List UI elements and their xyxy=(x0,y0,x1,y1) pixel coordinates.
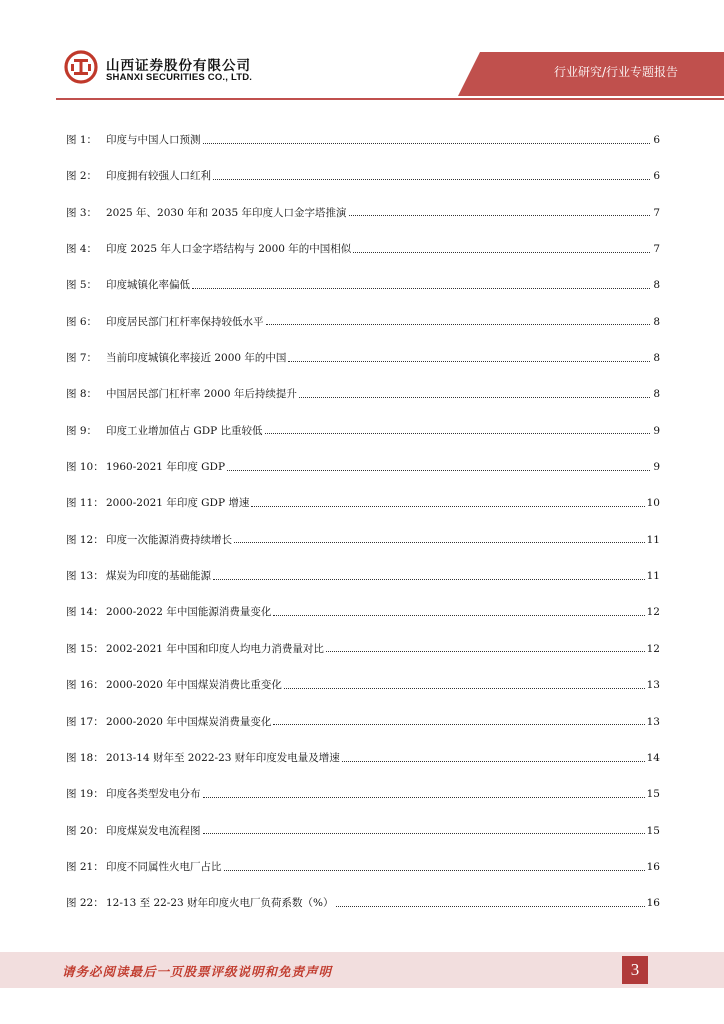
company-name-chinese: 山西证券股份有限公司 xyxy=(106,58,251,74)
toc-figure-label: 图 20： xyxy=(66,824,104,837)
toc-page-number: 8 xyxy=(653,279,660,292)
toc-page-number: 10 xyxy=(646,497,660,510)
toc-figure-title: 2002-2021 年中国和印度人均电力消费量对比 xyxy=(106,642,324,655)
toc-entry[interactable] xyxy=(66,776,660,812)
toc-dot-leader xyxy=(203,832,645,834)
toc-page-number: 8 xyxy=(653,315,660,328)
toc-page-number: 15 xyxy=(646,788,660,801)
toc-figure-title: 印度居民部门杠杆率保持较低水平 xyxy=(106,315,264,328)
page-header xyxy=(0,0,724,100)
toc-page-number: 14 xyxy=(646,751,660,764)
toc-entry[interactable] xyxy=(66,849,660,885)
toc-entry[interactable] xyxy=(66,522,660,558)
toc-dot-leader xyxy=(342,760,645,762)
toc-page-number: 8 xyxy=(653,352,660,365)
toc-figure-label: 图 9： xyxy=(66,424,98,437)
disclaimer-text: 请务必阅读最后一页股票评级说明和免责声明 xyxy=(62,964,333,979)
toc-dot-leader xyxy=(192,287,650,289)
toc-figure-label: 图 21： xyxy=(66,860,104,873)
toc-entry[interactable] xyxy=(66,813,660,849)
toc-figure-label: 图 11： xyxy=(66,497,104,510)
toc-figure-label: 图 6： xyxy=(66,315,98,328)
toc-figure-label: 图 16： xyxy=(66,679,104,692)
toc-entry[interactable] xyxy=(66,885,660,921)
toc-figure-label: 图 13： xyxy=(66,570,104,583)
toc-dot-leader xyxy=(336,905,645,907)
toc-dot-leader xyxy=(273,723,644,725)
toc-figure-title: 印度与中国人口预测 xyxy=(106,134,201,146)
toc-entry[interactable] xyxy=(66,304,660,340)
toc-figure-title: 印度城镇化率偏低 xyxy=(106,279,190,292)
toc-dot-leader xyxy=(288,360,650,362)
header-banner xyxy=(0,0,724,100)
company-logo-icon xyxy=(64,50,98,84)
toc-page-number: 16 xyxy=(646,897,660,910)
toc-figure-title: 2000-2022 年中国能源消费量变化 xyxy=(106,606,272,619)
toc-figure-title: 印度 2025 年人口金字塔结构与 2000 年的中国相似 xyxy=(106,243,352,256)
toc-figure-label: 图 19： xyxy=(66,788,104,801)
report-type-label: 行业研究/行业专题报告 xyxy=(553,65,678,79)
toc-entry[interactable] xyxy=(66,631,660,667)
toc-page-number: 8 xyxy=(653,388,660,401)
toc-page-number: 6 xyxy=(653,170,660,183)
toc-figure-label: 图 22： xyxy=(66,897,104,910)
toc-page-number: 16 xyxy=(646,860,660,873)
toc-dot-leader xyxy=(349,214,650,216)
toc-dot-leader xyxy=(284,687,645,689)
toc-dot-leader xyxy=(234,541,645,543)
toc-figure-title: 1960-2021 年印度 GDP xyxy=(106,461,226,474)
toc-dot-leader xyxy=(203,142,651,144)
toc-figure-label: 图 15： xyxy=(66,642,104,655)
toc-entry[interactable] xyxy=(66,267,660,303)
toc-figure-label: 图 2： xyxy=(66,170,98,183)
toc-page-number: 9 xyxy=(653,424,660,437)
toc-figure-title: 印度一次能源消费持续增长 xyxy=(106,533,232,546)
toc-figure-label: 图 4： xyxy=(66,243,98,256)
toc-entry[interactable] xyxy=(66,195,660,231)
toc-page-number: 13 xyxy=(646,715,660,728)
toc-figure-title: 当前印度城镇化率接近 2000 年的中国 xyxy=(106,352,287,365)
toc-figure-label: 图 1： xyxy=(66,134,98,146)
toc-entry[interactable] xyxy=(66,376,660,412)
toc-dot-leader xyxy=(353,251,650,253)
toc-figure-label: 图 5： xyxy=(66,279,98,292)
toc-figure-title: 12-13 至 22-23 财年印度火电厂负荷系数（%） xyxy=(106,897,334,910)
toc-figure-label: 图 14： xyxy=(66,606,104,619)
toc-figure-title: 印度煤炭发电流程图 xyxy=(106,824,201,837)
toc-dot-leader xyxy=(203,796,645,798)
toc-dot-leader xyxy=(251,505,644,507)
toc-entry[interactable] xyxy=(66,122,660,158)
toc-page-number: 7 xyxy=(653,206,660,219)
toc-figure-title: 2000-2020 年中国煤炭消费量变化 xyxy=(106,715,272,728)
toc-page-number: 9 xyxy=(653,461,660,474)
toc-figure-label: 图 8： xyxy=(66,388,98,401)
toc-dot-leader xyxy=(213,578,645,580)
toc-entry[interactable] xyxy=(66,158,660,194)
toc-page-number: 12 xyxy=(646,606,660,619)
toc-figure-label: 图 10： xyxy=(66,461,104,474)
toc-entry[interactable] xyxy=(66,413,660,449)
header-divider xyxy=(56,98,724,100)
toc-page-number: 7 xyxy=(653,243,660,256)
toc-figure-label: 图 17： xyxy=(66,715,104,728)
toc-figure-title: 煤炭为印度的基础能源 xyxy=(106,570,211,583)
toc-figure-label: 图 18： xyxy=(66,751,104,764)
toc-figure-title: 2013-14 财年至 2022-23 财年印度发电量及增速 xyxy=(106,751,340,764)
toc-dot-leader xyxy=(326,650,645,652)
toc-dot-leader xyxy=(224,869,645,871)
toc-figure-title: 2000-2021 年印度 GDP 增速 xyxy=(106,497,250,510)
toc-page-number: 11 xyxy=(646,533,660,546)
toc-entry[interactable] xyxy=(66,740,660,776)
toc-figure-label: 图 3： xyxy=(66,206,98,219)
toc-page-number: 11 xyxy=(646,570,660,583)
toc-dot-leader xyxy=(273,614,644,616)
toc-entry[interactable] xyxy=(66,667,660,703)
toc-page-number: 13 xyxy=(646,679,660,692)
toc-dot-leader xyxy=(227,469,650,471)
toc-entry[interactable] xyxy=(66,485,660,521)
toc-dot-leader xyxy=(265,432,650,434)
toc-entry[interactable] xyxy=(66,594,660,630)
company-name-english: SHANXI SECURITIES CO., LTD. xyxy=(106,72,253,83)
toc-dot-leader xyxy=(213,178,650,180)
toc-figure-title: 印度各类型发电分布 xyxy=(106,788,201,801)
toc-entry[interactable] xyxy=(66,704,660,740)
page-number-badge: 3 xyxy=(622,956,648,984)
toc-page-number: 12 xyxy=(646,642,660,655)
toc-page-number: 6 xyxy=(653,134,660,146)
toc-dot-leader xyxy=(266,323,651,325)
toc-figure-label: 图 12： xyxy=(66,533,104,546)
toc-entry[interactable] xyxy=(66,340,660,376)
toc-page-number: 15 xyxy=(646,824,660,837)
toc-figure-title: 2000-2020 年中国煤炭消费比重变化 xyxy=(106,679,282,692)
toc-entry[interactable] xyxy=(66,558,660,594)
toc-dot-leader xyxy=(299,396,650,398)
toc-figure-title: 印度不同属性火电厂占比 xyxy=(106,860,222,873)
toc-figure-title: 印度拥有较强人口红利 xyxy=(106,170,211,183)
toc-figure-title: 印度工业增加值占 GDP 比重较低 xyxy=(106,424,263,437)
toc-figure-label: 图 7： xyxy=(66,352,98,365)
figure-table-of-contents xyxy=(66,122,660,922)
toc-figure-title: 中国居民部门杠杆率 2000 年后持续提升 xyxy=(106,388,297,401)
toc-entry[interactable] xyxy=(66,449,660,485)
toc-entry[interactable] xyxy=(66,231,660,267)
toc-figure-title: 2025 年、2030 年和 2035 年印度人口金字塔推演 xyxy=(106,206,347,219)
